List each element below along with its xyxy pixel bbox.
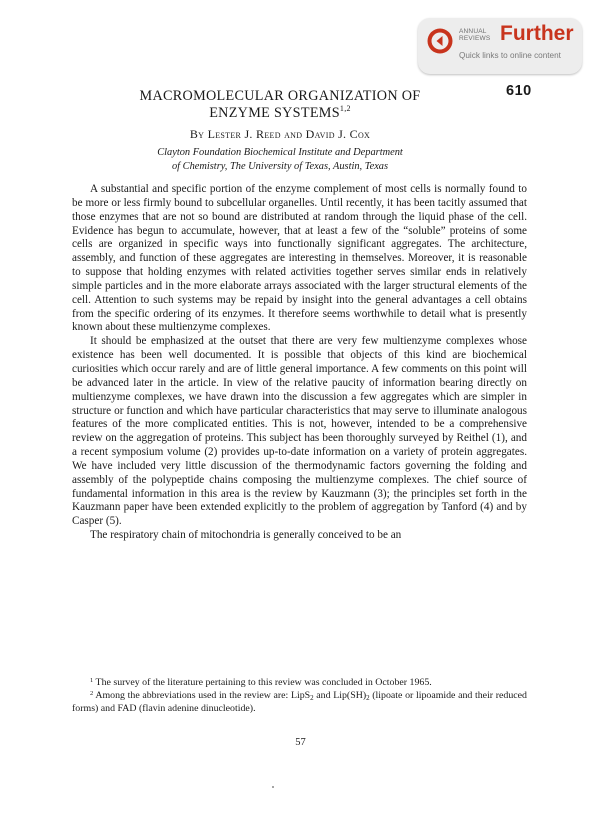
play-arrow-circle-icon <box>427 28 453 54</box>
badge-subtitle: Quick links to online content <box>459 51 561 60</box>
author-affiliation: Clayton Foundation Biochemical Institute and Department of Chemistry, The University of Texas, Austin, Texas <box>157 147 403 172</box>
article-title: MACROMOLECULAR ORGANIZATION OF ENZYME SYSTEMS$^{1,2}$ <box>139 88 421 121</box>
scan-speck <box>272 786 274 788</box>
footnote-2: $^2$ Among the abbreviations used in the review are: LipS$_2$ and $Lip(SH)_2$ (lipoate or lipoamide and their reduced forms) and FAD (flavin adenine dinucleotide). <box>72 690 527 714</box>
body-paragraph: The respiratory chain of mitochondria is generally conceived to be an <box>90 529 402 542</box>
article-body <box>72 183 527 543</box>
badge-org-name: ANNUAL REVIEWS <box>459 28 491 42</box>
title-footnote-marks: 1,2 <box>339 104 351 113</box>
body-paragraph: A substantial and specific portion of the enzyme complement of most cells is normally found to be more or less firmly bound to subcellular organelles. Until recently, it has been tacitly assumed that those enzymes that are not so bound are distributed at random through the liquid phase of the cell. Evidence has begun to accumulate, however, that at least a few of the “soluble” proteins of some cells are organized in specific ways into functionally significant aggregates. The architecture, assembly, and function of these aggregates are interesting in themselves. Moreover, it is reasonable to suppose that holding enzymes with related activities together serves similar ends in relatively simple particles and in the more elaborate arrays associated with the larger structural elements of the cell. Attention to such systems may be repaid by insight into the general advantages a cell obtains from the specific ordering of its enzymes. It therefore seems worthwhile to detail what is presently known about these multienzyme complexes. <box>72 183 527 334</box>
footnotes <box>72 677 527 716</box>
author-byline: By Lester J. Reed and David J. Cox <box>189 127 371 141</box>
annual-reviews-further-badge[interactable] <box>418 18 582 74</box>
page-number-top: 610 <box>506 83 532 99</box>
body-paragraph: It should be emphasized at the outset that there are very few multienzyme complexes whose existence has been well documented. It is possible that objects of this kind are biochemical curiosities which occur rarely and are of little general importance. A few comments on this point will be advanced later in the article. In view of the relative paucity of information bearing directly on multienzyme complexes, we have drawn into the discussion a few aggregates which are simpler in structure or function and which have particular characteristics that may serve to illuminate analogous features of the more complicated entities. This is not, however, intended to be a comprehensive review on the aggregation of proteins. This subject has been thoroughly surveyed by Reithel (1), and a recent symposium volume (2) provides up-to-date information on a variety of protein aggregates. We have included very little discussion of the thermodynamic factors governing the folding and assembly of the polypeptide chains composing the multienzyme complexes. The chief source of fundamental information in this area is the review by Kauzmann (3); the principles set forth in the Kauzmann paper have been extended explicitly to the problem of aggregation by Tanford (4) and by Casper (5). <box>72 335 527 528</box>
footnote-1: $^1$ The survey of the literature pertaining to this review was concluded in October 1965. <box>90 677 432 688</box>
badge-title: Further <box>500 22 574 45</box>
author-name: Lester J. Reed <box>207 127 281 141</box>
page-number-bottom: 57 <box>295 737 306 748</box>
author-name: David J. Cox <box>305 127 371 141</box>
